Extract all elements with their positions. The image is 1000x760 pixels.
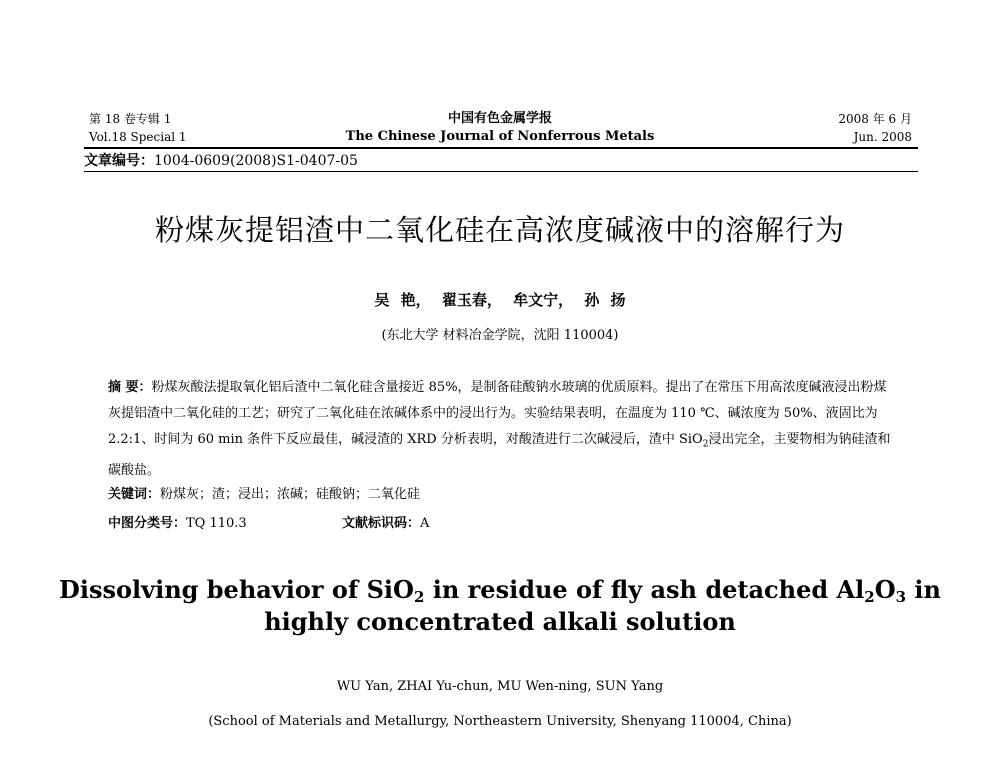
title-en-part2: in residue of fly ash detached Al (424, 575, 865, 604)
abstract-text-after: 浸出完全，主要物相为钠硅渣和碳酸盐。 (108, 432, 891, 478)
affiliation-en: (School of Materials and Metallurgy, Northeastern University, Shenyang 110004, China) (208, 714, 792, 729)
header-journal-cn: 中国有色金属学报 (447, 111, 552, 126)
article-number-value: 1004-0609(2008)S1-0407-05 (154, 153, 358, 169)
abstract-label: 摘 要： (108, 380, 152, 395)
keywords-text: 粉煤灰；渣；浸出；浓碱；硅酸钠；二氧化硅 (160, 487, 421, 502)
abstract-sub: 2 (702, 439, 709, 450)
title-en-line1 (0, 574, 1000, 606)
title-en-sub1: 2 (413, 588, 425, 606)
title-en-sub3: 3 (895, 588, 907, 606)
title-en (0, 574, 1000, 638)
affiliation-cn: (东北大学 材料冶金学院，沈阳 110004) (381, 328, 619, 343)
abstract-text: 粉煤灰酸法提取氧化铝后渣中二氧化硅含量接近 85%，是制备硅酸钠水玻璃的优质原料。提出了在常压下用高浓度碱液浸出粉煤灰提铝渣中二氧化硅的工艺；研究了二氧化硅在浓碱体系中的浸出行为。实验结果表明，在温度为 110 ℃、碱浓度为 50%、液固比为 2.2:1、时间为 60 min 条件下反应最佳，碱浸渣的 XRD 分析表明，对酸渣进行二次碱浸后，渣中 SiO (108, 380, 887, 447)
header-journal-en: The Chinese Journal of Nonferrous Metals (345, 129, 655, 144)
title-en-part4: in (906, 575, 941, 604)
title-en-line2: highly concentrated alkali solution (264, 607, 736, 636)
title-en-part3: O (874, 575, 896, 604)
classification-value: TQ 110.3 (186, 516, 247, 531)
keywords-cn (108, 483, 420, 502)
header-rule-top (84, 147, 918, 149)
header-date-cn: 2008 年 6 月 (838, 112, 912, 126)
article-number (84, 150, 358, 170)
header-rule-bottom (84, 171, 918, 172)
abstract-cn (108, 375, 898, 484)
keywords-label: 关键词： (108, 487, 161, 502)
article-number-label: 文章编号： (84, 153, 154, 169)
authors-en: WU Yan, ZHAI Yu-chun, MU Wen-ning, SUN Yang (336, 679, 664, 694)
document-code-value: A (420, 516, 430, 531)
title-en-sub2: 2 (864, 588, 875, 606)
title-en-part1: Dissolving behavior of SiO (59, 575, 414, 604)
classification-number (108, 512, 247, 531)
document-code-label: 文献标识码： (342, 516, 421, 531)
header-date-en: Jun. 2008 (853, 130, 912, 144)
classification-label: 中图分类号： (108, 516, 187, 531)
header-volume-cn: 第 18 卷专辑 1 (89, 112, 172, 126)
authors-cn: 吴 艳， 翟玉春， 牟文宁， 孙 扬 (374, 291, 626, 309)
title-cn: 粉煤灰提铝渣中二氧化硅在高浓度碱液中的溶解行为 (154, 213, 845, 247)
header-volume-en: Vol.18 Special 1 (89, 130, 187, 144)
document-code (342, 512, 429, 531)
